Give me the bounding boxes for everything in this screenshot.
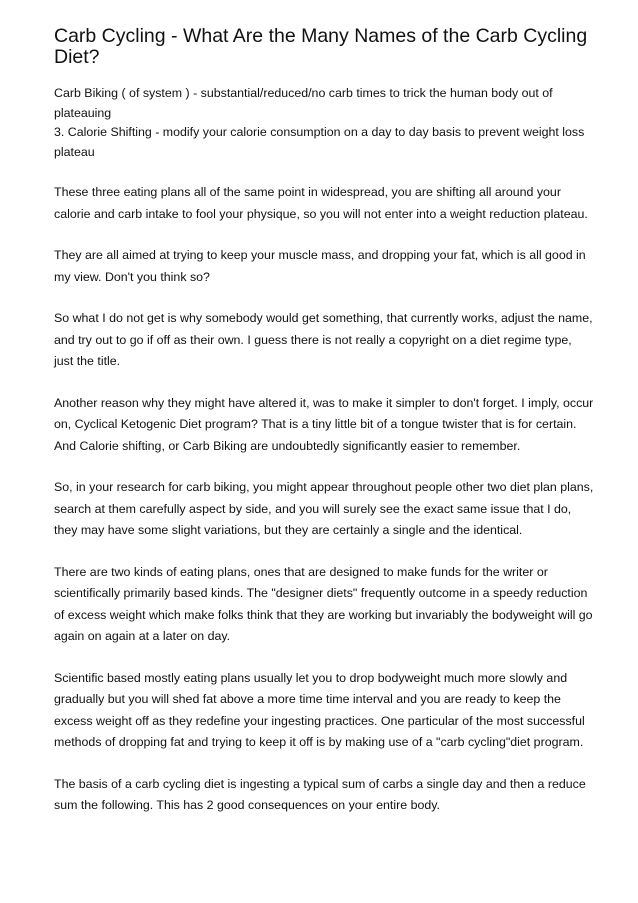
- intro-line-1: Carb Biking ( of system ) - substantial/reduced/no carb times to trick the human body out of plateauing: [54, 86, 553, 120]
- document-title: Carb Cycling - What Are the Many Names of the Carb Cycling Diet?: [54, 25, 588, 68]
- paragraph-3: So what I do not get is why somebody would get something, that currently works, adjust the name, and try out to go if off as their own. I guess there is not really a copyright on a diet regime type, just the title.: [54, 311, 593, 368]
- paragraph-5: So, in your research for carb biking, you might appear throughout people other two diet plan plans, search at them carefully aspect by side, and you will surely see the exact same issue that I do, they may have some slight variations, but they are certainly a single and the identical.: [54, 480, 594, 537]
- paragraph-4: Another reason why they might have altered it, was to make it simpler to don't forget. I imply, occur on, Cyclical Ketogenic Diet program? That is a tiny little bit of a tongue twister that is for certain. And Calorie shifting, or Carb Biking are undoubtedly significantly easier to remember.: [54, 395, 594, 453]
- paragraph-1: These three eating plans all of the same point in widespread, you are shifting all around your calorie and carb intake to fool your physique, so you will not enter into a weight reduction plateau.: [54, 185, 588, 221]
- intro-block: [54, 84, 594, 162]
- paragraph-6: There are two kinds of eating plans, ones that are designed to make funds for the writer or scientifically primarily based kinds. The "designer diets" frequently outcome in a speedy reduction of excess weight which make folks think that they are working but invariably the bodyweight will go again on again at a later on day.: [54, 564, 593, 643]
- paragraph-7: Scientific based mostly eating plans usually let you to drop bodyweight much more slowly and gradually but you will shed fat above a more time time interval and you are ready to keep the excess weight off as they redefine your ingesting practices. One particular of the most successful methods of dropping fat and trying to keep it off is by making use of a "carb cycling"diet program.: [54, 670, 585, 749]
- paragraph-2: They are all aimed at trying to keep your muscle mass, and dropping your fat, which is all good in my view. Don't you think so?: [54, 248, 586, 284]
- intro-line-2: 3. Calorie Shifting - modify your calorie consumption on a day to day basis to prevent weight loss plateau: [54, 125, 585, 159]
- paragraph-8: The basis of a carb cycling diet is ingesting a typical sum of carbs a single day and then a reduce sum the following. This has 2 good consequences on your entire body.: [54, 776, 586, 812]
- document-page: [54, 26, 594, 817]
